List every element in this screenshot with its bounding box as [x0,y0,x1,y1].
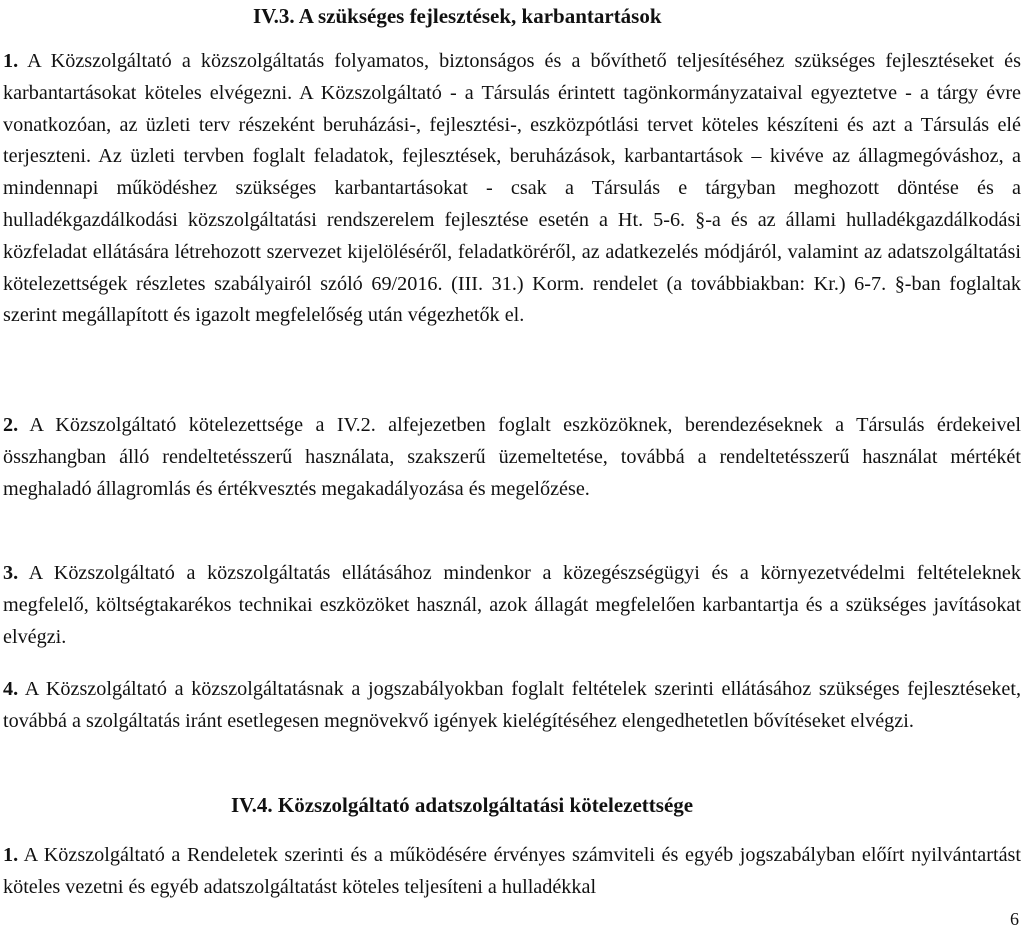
paragraph-iv4-1 [3,840,1021,904]
paragraph-number: 1. [3,844,19,866]
paragraph-iv3-2 [3,410,1021,505]
paragraph-text: A Közszolgáltató a Rendeletek szerinti és a működésére érvényes számviteli és egyéb jogszabályban előírt nyilvántartást köteles vezetni és egyéb adatszolgáltatást köteles teljesíteni a hulladékkal [3,844,1021,898]
paragraph-number: 1. [3,50,19,72]
paragraph-iv3-3 [3,558,1021,653]
paragraph-text: A Közszolgáltató a közszolgáltatás folyamatos, biztonságos és a bővíthető teljesítéséhez szükséges fejlesztéseket és karbantartásokat köteles elvégezni. A Közszolgáltató - a Társulás érintett tagönkormányzataival egyeztetve - a tárgy évre vonatkozóan, az üzleti terv részeként beruházási-, fejlesztési-, eszközpótlási tervet köteles készíteni és azt a Társulás elé terjeszteni. Az üzleti tervben foglalt feladatok, fejlesztések, beruházások, karbantartások – kivéve az állagmegóváshoz, a mindennapi működéshez szükséges karbantartásokat - csak a Társulás e tárgyban meghozott döntése és a hulladékgazdálkodási közszolgáltatási rendszerelem fejlesztése esetén a Ht. 5-6. §-a és az állami hulladékgazdálkodási közfeladat ellátására létrehozott szervezet kijelöléséről, feladatköréről, az adatkezelés módjáról, valamint az adatszolgáltatási kötelezettségek részletes szabályairól szóló 69/2016. (III. 31.) Korm. rendelet (a továbbiakban: Kr.) 6-7. §-ban foglaltak szerint megállapított és igazolt megfelelőség után végezhetők el. [3,50,1021,327]
paragraph-number: 4. [3,678,19,700]
section-heading-iv3: IV.3. A szükséges fejlesztések, karbantartások [253,4,662,28]
paragraph-text: A Közszolgáltató a közszolgáltatásnak a jogszabályokban foglalt feltételek szerinti ellátásához szükséges fejlesztéseket, továbbá a szolgáltatás iránt esetlegesen megnövekvő igények kielégítéséhez elengedhetetlen bővítéseket elvégzi. [3,678,1021,732]
paragraph-text: A Közszolgáltató a közszolgáltatás ellátásához mindenkor a közegészségügyi és a környezetvédelmi feltételeknek megfelelő, költségtakarékos technikai eszközöket használ, azok állagát megfelelően karbantartja és a szükséges javításokat elvégzi. [3,562,1021,648]
page-number: 6 [1010,909,1019,929]
document-page [3,0,1021,937]
paragraph-iv3-4 [3,674,1021,738]
section-heading-iv4: IV.4. Közszolgáltató adatszolgáltatási kötelezettsége [231,793,694,817]
paragraph-number: 3. [3,562,19,584]
paragraph-text: A Közszolgáltató kötelezettsége a IV.2. alfejezetben foglalt eszközöknek, berendezéseknek a Társulás érdekeivel összhangban álló rendeltetésszerű használata, szakszerű üzemeltetése, továbbá a rendeltetésszerű használat mértékét meghaladó állagromlás és értékvesztés megakadályozása és megelőzése. [3,414,1021,500]
paragraph-number: 2. [3,414,19,436]
paragraph-iv3-1 [3,46,1021,332]
